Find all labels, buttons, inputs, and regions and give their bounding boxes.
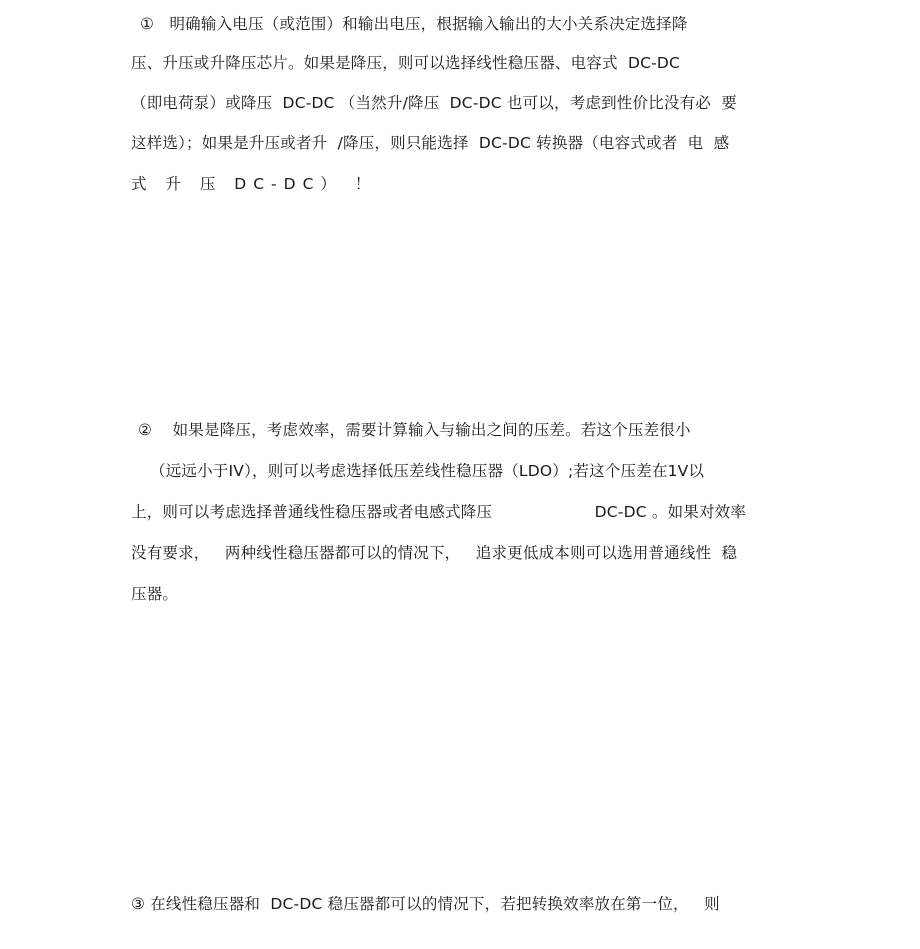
paragraph-1-line-4: 这样选）；如果是升压或者升 /降压，则只能选择 DC-DC 转换器（电容式或者 电 感 xyxy=(131,134,730,152)
paragraph-1-line-3: （即电荷泵）或降压 DC-DC （当然升/降压 DC-DC 也可以，考虑到性价比没有必 要 xyxy=(131,94,737,112)
paragraph-2-line-3: 上，则可以考虑选择普通线性稳压器或者电感式降压 DC-DC 。如果对效率 xyxy=(131,503,747,521)
paragraph-1-line-2: 压、升压或升降压芯片。如果是降压，则可以选择线性稳压器、电容式 DC-DC xyxy=(131,54,681,72)
paragraph-1-line-1: ① 明确输入电压（或范围）和输出电压，根据输入输出的大小关系决定选择降 xyxy=(140,15,688,33)
paragraph-2-line-5: 压器。 xyxy=(131,585,179,603)
paragraph-3-line-1: ③ 在线性稳压器和 DC-DC 稳压器都可以的情况下，若把转换效率放在第一位， 则 xyxy=(131,895,720,913)
paragraph-2-line-2: （远远小于IV），则可以考虑选择低压差线性稳压器（LDO）;若这个压差在1V以 xyxy=(150,462,705,480)
paragraph-2-line-1: ② 如果是降压，考虑效率，需要计算输入与输出之间的压差。若这个压差很小 xyxy=(138,421,691,439)
paragraph-2-line-4: 没有要求， 两种线性稳压器都可以的情况下， 追求更低成本则可以选用普通线性 稳 xyxy=(131,544,738,562)
paragraph-1-line-5: 式 升 压 DC-DC） ！ xyxy=(131,175,378,193)
